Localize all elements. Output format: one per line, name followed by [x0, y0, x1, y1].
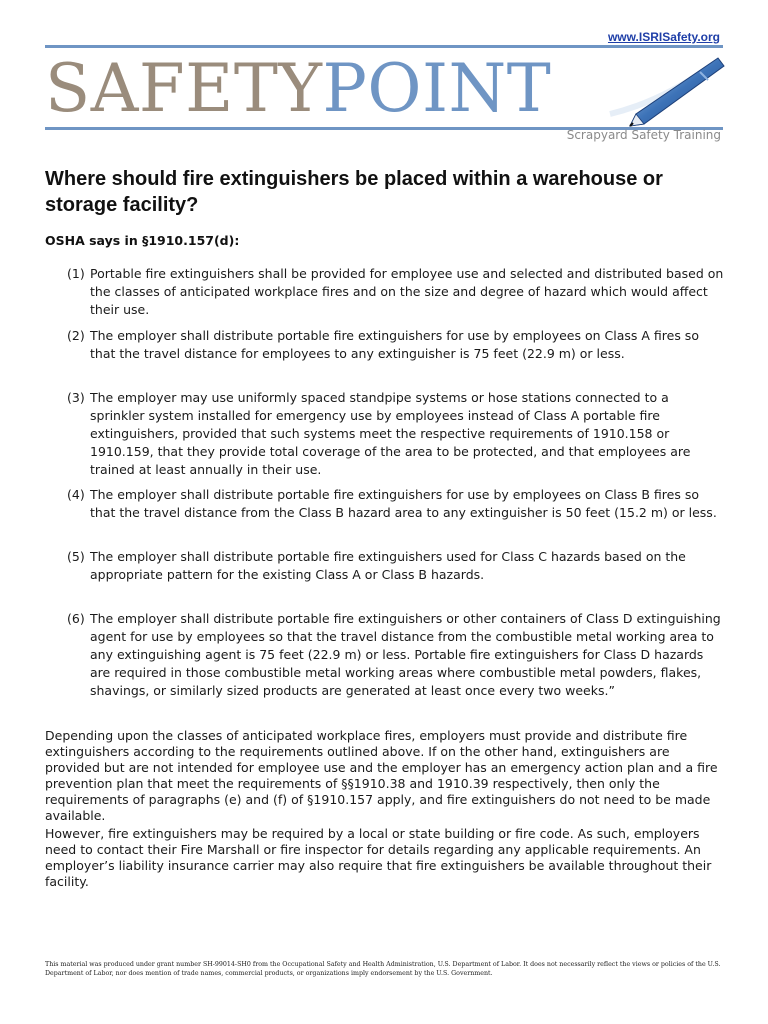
- list-item: [67, 389, 727, 479]
- logo-word-point: POINT: [322, 50, 552, 127]
- list-item-number: (2): [67, 328, 85, 343]
- safetypoint-logo: [45, 50, 551, 128]
- header-rule-top: [45, 45, 723, 48]
- list-item-number: (6): [67, 611, 85, 626]
- page-title: Where should fire extinguishers be placed within a warehouse or storage facility?: [45, 168, 663, 216]
- list-item: [67, 265, 727, 319]
- tagline: Scrapyard Safety Training: [566, 128, 721, 142]
- osha-intro: OSHA says in §1910.157(d):: [45, 233, 240, 248]
- pen-icon: [600, 50, 728, 128]
- list-item-text: The employer shall distribute portable fire extinguishers used for Class C hazards based on the appropriate pattern for the existing Class A or Class B hazards.: [90, 549, 686, 582]
- list-item-text: Portable fire extinguishers shall be provided for employee use and selected and distributed based on the classes of anticipated workplace fires and on the size and degree of hazard which would affect their use.: [90, 266, 724, 317]
- list-item: [67, 327, 727, 363]
- list-item-number: (3): [67, 390, 85, 405]
- list-item: [67, 548, 727, 584]
- list-item-text: The employer shall distribute portable fire extinguishers for use by employees on Class A fires so that the travel distance for employees to any extinguisher is 75 feet (22.9 m) or less.: [90, 328, 699, 361]
- list-item-text: The employer shall distribute portable fire extinguishers for use by employees on Class B fires so that the travel distance from the Class B hazard area to any extinguisher is 50 feet (15.2 m) or less.: [90, 487, 717, 520]
- list-item-text: The employer may use uniformly spaced standpipe systems or hose stations connected to a sprinkler system installed for emergency use by employees instead of Class A portable fire extinguishers, provided that such systems meet the respective requirements of 1910.158 or 1910.159, that they provide total coverage of the area to be protected, and that employees are trained at least annually in their use.: [90, 390, 691, 477]
- list-item: [67, 486, 727, 522]
- list-item-number: (4): [67, 487, 85, 502]
- logo-word-safety: SAFETY: [45, 50, 323, 127]
- list-item-text: The employer shall distribute portable fire extinguishers or other containers of Class D extinguishing agent for use by employees so that the travel distance from the combustible metal working area to any extinguishing agent is 75 feet (22.9 m) or less. Portable fire extinguishers for Class D hazards are required in those combustible metal working areas where combustible metal powders, flakes, shavings, or similarly sized products are generated at least once every two weeks.”: [90, 611, 721, 698]
- website-link[interactable]: www.ISRISafety.org: [607, 30, 720, 44]
- body-paragraph: Depending upon the classes of anticipated workplace fires, employers must provide and distribute fire extinguishers according to the requirements outlined above. If on the other hand, extinguishers are provided but are not intended for employee use and the employer has an emergency action plan and a fire prevention plan that meet the requirements of §§1910.38 and 1910.39 respectively, then only the requirements of paragraphs (e) and (f) of §1910.157 apply, and fire extinguishers do not need to be made available.: [45, 728, 718, 823]
- list-item-number: (1): [67, 266, 85, 281]
- list-item: [67, 610, 727, 700]
- grant-disclaimer: This material was produced under grant number SH-99014-SH0 from the Occupational Safety and Health Administration, U.S. Department of Labor. It does not necessarily reflect the views or policies of the U.S. Department of Labor, nor does mention of trade names, commercial products, or organizations imply endorsement by the U.S. Government.: [45, 961, 721, 977]
- list-item-number: (5): [67, 549, 85, 564]
- body-paragraph: However, fire extinguishers may be required by a local or state building or fire code. As such, employers need to contact their Fire Marshall or fire inspector for details regarding any applicable requirements. An employer’s liability insurance carrier may also require that fire extinguishers be available throughout their facility.: [45, 826, 712, 889]
